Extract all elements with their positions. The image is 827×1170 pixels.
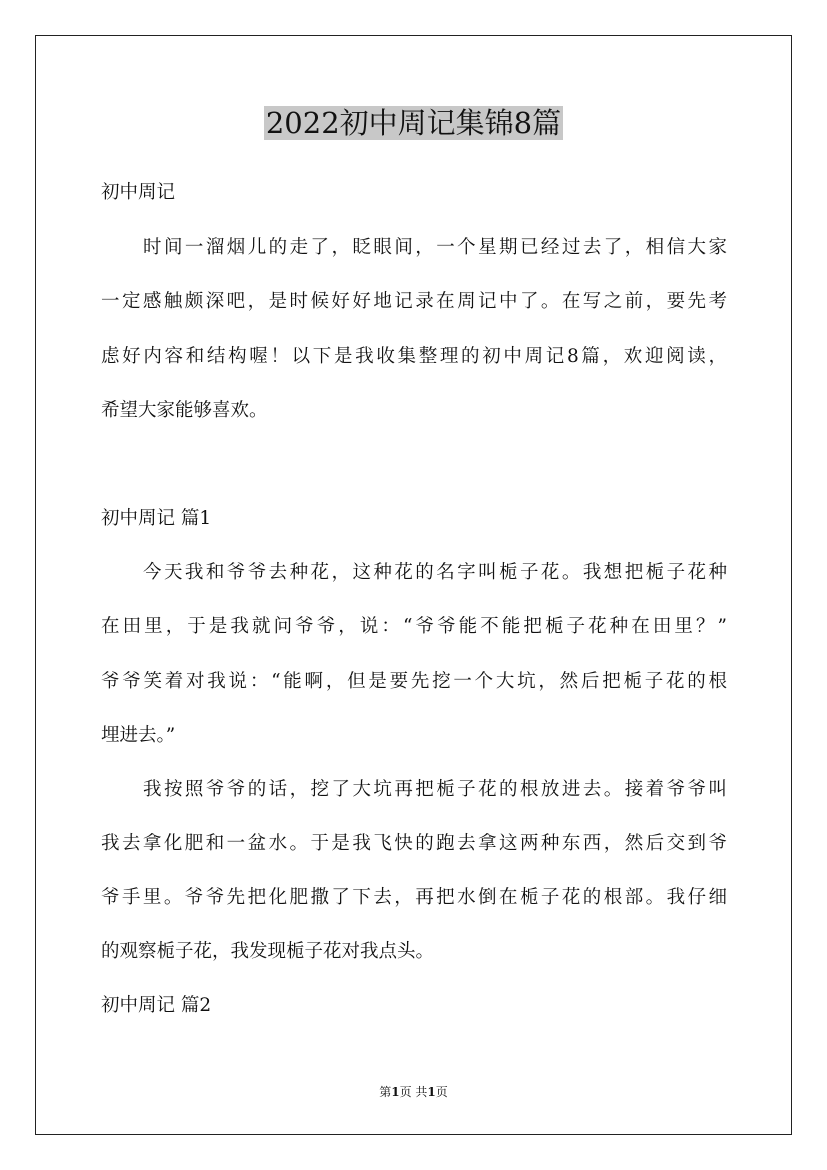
footer-suffix: 页: [435, 1085, 448, 1099]
footer-prefix: 第: [379, 1085, 392, 1099]
footer-total-pages: 1: [427, 1085, 436, 1099]
paragraph-line: 今天我和爷爷去种花，这种花的名字叫栀子花。我想把栀子花种: [143, 562, 727, 583]
paragraph-line: 埋进去。”: [101, 725, 176, 746]
paragraph-line: 我按照爷爷的话，挖了大坑再把栀子花的根放进去。接着爷爷叫: [143, 779, 727, 800]
paragraph-line: 在田里，于是我就问爷爷，说：“爷爷能不能把栀子花种在田里？”: [101, 616, 727, 637]
footer-page-number: 1: [391, 1085, 400, 1099]
section-heading-2: 初中周记 篇2: [101, 995, 212, 1016]
intro-line: 希望大家能够喜欢。: [101, 400, 268, 421]
footer-mid: 页 共: [399, 1085, 428, 1099]
paragraph-line: 的观察栀子花，我发现栀子花对我点头。: [101, 941, 435, 962]
paragraph-line: 我去拿化肥和一盆水。于是我飞快的跑去拿这两种东西，然后交到爷: [101, 833, 727, 854]
intro-line: 虑好内容和结构喔！以下是我收集整理的初中周记8篇，欢迎阅读，: [101, 346, 727, 367]
intro-line: 时间一溜烟儿的走了，眨眼间，一个星期已经过去了，相信大家: [143, 237, 727, 258]
paragraph-line: 爷手里。爷爷先把化肥撒了下去，再把水倒在栀子花的根部。我仔细: [101, 887, 727, 908]
document-title: [0, 103, 827, 143]
page-footer: [0, 1084, 827, 1100]
paragraph-line: 爷爷笑着对我说：“能啊，但是要先挖一个大坑，然后把栀子花的根: [101, 671, 727, 692]
document-title-text: 2022初中周记集锦8篇: [265, 106, 562, 140]
intro-heading: 初中周记: [101, 182, 176, 203]
intro-line: 一定感触颇深吧，是时候好好地记录在周记中了。在写之前，要先考: [101, 291, 727, 312]
section-heading-1: 初中周记 篇1: [101, 508, 212, 529]
